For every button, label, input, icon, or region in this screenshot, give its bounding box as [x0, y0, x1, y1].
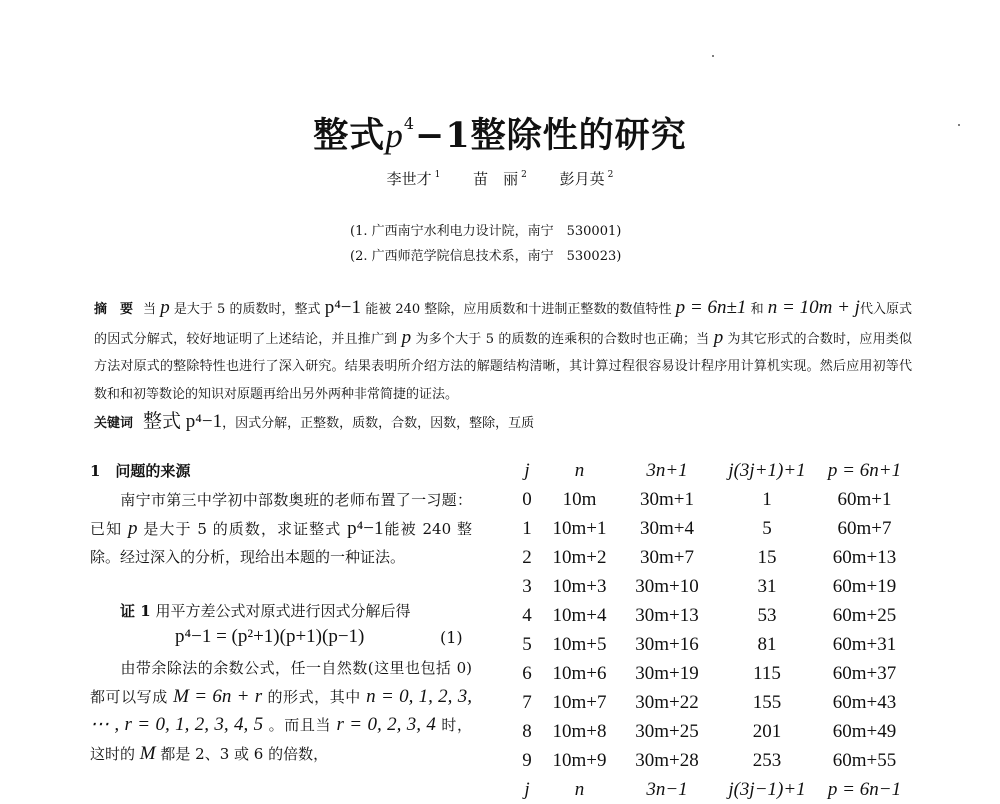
table-header-cell: p = 6n−1 [827, 778, 902, 800]
table-cell: 5 [522, 633, 532, 655]
proof-label: 证 1 [120, 602, 151, 620]
table-cell: 60m+43 [832, 691, 897, 713]
table-cell: 60m+19 [832, 575, 897, 597]
affiliation-2: (2. 广西师范学院信息技术系，南宁 530023) [350, 249, 622, 264]
table-cell: 7 [522, 691, 532, 713]
table-cell: 0 [522, 488, 532, 510]
keywords-list: ，因式分解，正整数，质数，合数，因数，整除，互质 [222, 416, 535, 431]
table-row [512, 514, 912, 543]
table-header-row-2 [512, 775, 912, 804]
table-cell: 155 [752, 691, 782, 713]
table-row [512, 717, 912, 746]
table-cell: 4 [522, 604, 532, 626]
table-row [512, 746, 912, 775]
table-cell: 15 [757, 546, 777, 568]
author: 苗 丽 $^2$ [473, 170, 527, 188]
table-cell: 10m+5 [552, 633, 607, 655]
table-cell: 60m+1 [837, 488, 892, 510]
table-header-cell: 3n−1 [646, 778, 688, 800]
equation-number: (1) [440, 628, 463, 647]
table-cell: 30m+19 [635, 662, 699, 684]
table-header-cell: j(3j+1)+1 [728, 459, 806, 481]
table-cell: 10m+1 [552, 517, 607, 539]
table-cell: 30m+28 [635, 749, 699, 771]
equation-1: p⁴−1 = (p²+1)(p+1)(p−1) [175, 626, 365, 647]
table-cell: 81 [757, 633, 777, 655]
table-cell: 8 [522, 720, 532, 742]
table-cell: 10m [562, 488, 597, 510]
table-cell: 30m+10 [635, 575, 699, 597]
table-cell: 3 [522, 575, 532, 597]
table-cell: 10m+6 [552, 662, 607, 684]
table-cell: 9 [522, 749, 532, 771]
abstract: 摘 要 当 p 是大于 5 的质数时，整式 p⁴−1 能被 240 整除，应用质数和十进制正整数的数值特性 p = 6n±1 和 n = 10m + j代入原式的因式分解式，较好地证明了上述结论，并且推广到 p 为多个大于 5 的质数的连乘积的合数时也正确；当 p 为其它形式的合数时，应用类似方法对原式的整除特性也进行了深入研究。结果表明所介绍方法的解题结构清晰，其计算过程很容易设计程序用计算机实现。然后应用初等代数和和初等数论的知识对原题再给出另外两种非常简捷的证法。 关键词 整式 p⁴−1，因式分解，正整数，质数，合数，因数，整除，互质 [94, 297, 912, 432]
table-header-cell: j [524, 459, 530, 481]
table-row [512, 485, 912, 514]
author: 彭月英 $^2$ [559, 170, 614, 188]
value-table [512, 456, 912, 804]
table-cell: 10m+8 [552, 720, 607, 742]
table-cell: 60m+55 [832, 749, 897, 771]
table-header-cell: n [574, 459, 585, 481]
abstract-label: 摘 要 [94, 302, 134, 317]
table-header-row [512, 456, 912, 485]
table-cell: 6 [522, 662, 532, 684]
table-cell: 53 [757, 604, 777, 626]
section1-paragraph-1: 南宁市第三中学初中部数奥班的老师布置了一习题：已知 p 是大于 5 的质数，求证整式 p⁴−1能被 240 整除。经过深入的分析，现给出本题的一种证法。 [90, 491, 472, 566]
table-cell: 253 [752, 749, 782, 771]
table-row [512, 572, 912, 601]
table-cell: 60m+13 [832, 546, 897, 568]
table-header-cell: p = 6n+1 [827, 459, 902, 481]
table-cell: 60m+31 [832, 633, 897, 655]
table-cell: 1 [762, 488, 772, 510]
table-cell: 10m+9 [552, 749, 607, 771]
section1-paragraph-2: 由带余除法的余数公式，任一自然数(这里也包括 0)都可以写成 M = 6n + r 的形式，其中 n = 0, 1, 2, 3, ⋯ , r = 0, 1, 2, 3, 4, 5 。而且当 r = 0, 2, 3, 4 时，这时的 M 都是 2、3 或 6 的倍数， [90, 659, 472, 764]
table-cell: 30m+16 [635, 633, 699, 655]
table-cell: 30m+4 [640, 517, 694, 539]
table-header-cell: j(3j−1)+1 [728, 778, 806, 800]
table-cell: 10m+4 [552, 604, 607, 626]
table-header-cell: n [574, 778, 585, 800]
author: 李世才 $^1$ [386, 170, 441, 188]
table-row [512, 543, 912, 572]
table-cell: 5 [762, 517, 772, 539]
table-row [512, 659, 912, 688]
affiliation-1: (1. 广西南宁水利电力设计院，南宁 530001) [350, 224, 622, 239]
table-cell: 30m+22 [635, 691, 699, 713]
table-cell: 30m+7 [640, 546, 694, 568]
table-cell: 1 [522, 517, 532, 539]
keywords-label: 关键词 [94, 416, 134, 431]
table-cell: 10m+3 [552, 575, 607, 597]
keywords-expr: 整式 p⁴−1 [143, 411, 223, 432]
table-cell: 10m+2 [552, 546, 607, 568]
table-cell: 2 [522, 546, 532, 568]
table-cell: 31 [757, 575, 777, 597]
table-row [512, 688, 912, 717]
table-cell: 115 [753, 662, 781, 684]
table-row [512, 601, 912, 630]
table-cell: 30m+1 [640, 488, 694, 510]
table-header-cell: j [524, 778, 530, 800]
table-cell: 10m+7 [552, 691, 607, 713]
proof-1-intro: 证 1 用平方差公式对原式进行因式分解后得 [120, 602, 411, 620]
table-header-cell: 3n+1 [646, 459, 688, 481]
table-cell: 60m+25 [832, 604, 897, 626]
author-list [0, 168, 1000, 189]
table-cell: 60m+37 [832, 662, 897, 684]
table-cell: 60m+7 [837, 517, 892, 539]
table-cell: 60m+49 [832, 720, 897, 742]
section-heading: 1 问题的来源 [90, 462, 191, 480]
table-row [512, 630, 912, 659]
table-cell: 30m+13 [635, 604, 699, 626]
scan-speck [712, 55, 714, 57]
table-cell: 201 [752, 720, 782, 742]
paper-title: 整式$p^4-1$整除性的研究 [313, 114, 687, 156]
table-cell: 30m+25 [635, 720, 699, 742]
